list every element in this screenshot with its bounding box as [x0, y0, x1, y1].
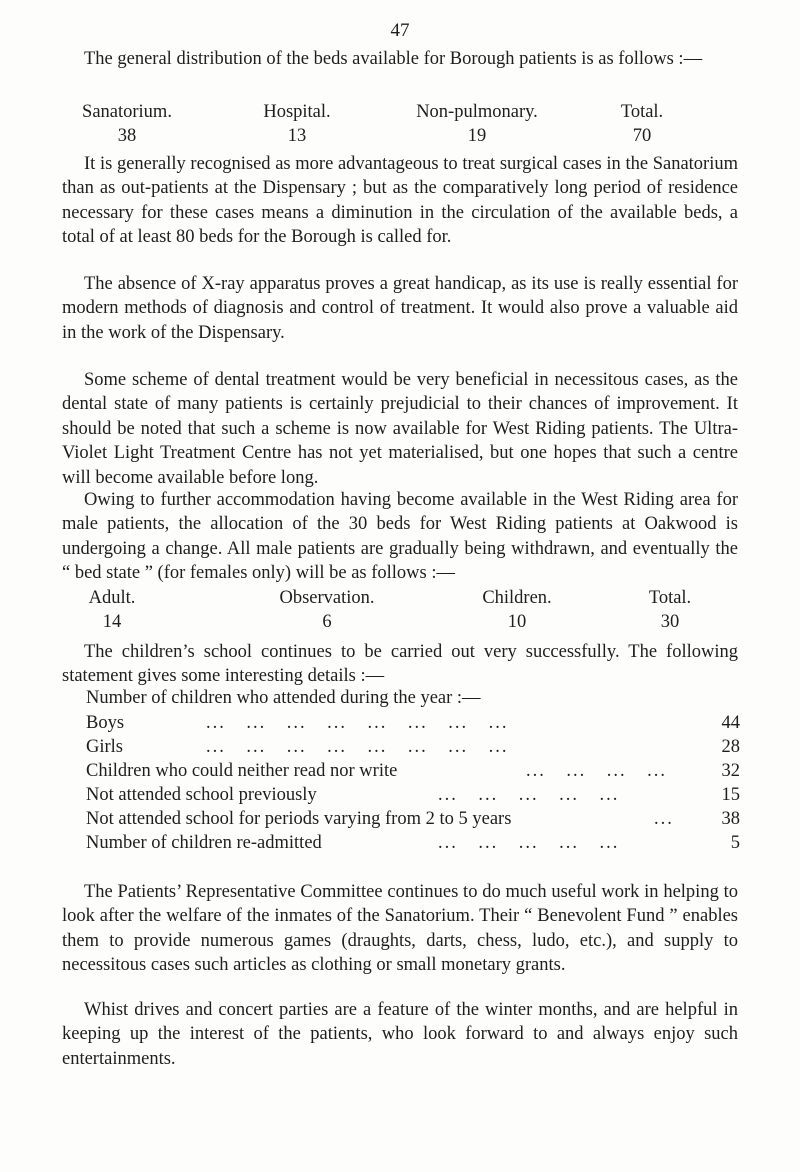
bed-state-header-observation: Observation.: [279, 588, 375, 608]
dot-leaders: ... ... ... ...: [526, 761, 667, 781]
dot-leaders: ... ... ... ... ... ... ... ...: [206, 713, 509, 733]
paragraph-text: The children’s school continues to be carried out very successfully. The following statement gives some interesting details :—: [62, 642, 738, 687]
paragraph-dental-treatment: [62, 368, 738, 490]
list-item: [86, 761, 740, 785]
paragraph-text: Owing to further accommodation having become available in the West Riding area for male patients, the allocation of the 30 beds for West Riding patients at Oakwood is undergoing a change. All male patients are gradually being withdrawn, and eventually the “ bed state ” (for females only) will be as follows :—: [62, 490, 738, 584]
beds-value-hospital: 13: [287, 126, 307, 146]
page-number: 47: [390, 20, 410, 41]
list-item: [86, 833, 740, 857]
bed-state-value-total: 30: [660, 612, 680, 632]
bed-state-value-observation: 6: [322, 612, 332, 632]
beds-table: [62, 102, 738, 152]
beds-value-total: 70: [632, 126, 652, 146]
beds-value-sanatorium: 38: [117, 126, 137, 146]
bed-state-header-adult: Adult.: [88, 588, 136, 608]
list-item-value: 5: [730, 833, 740, 853]
list-item-label: Children who could neither read nor write: [86, 761, 398, 781]
beds-header-sanatorium: Sanatorium.: [82, 102, 172, 122]
paragraph-entertainments: [62, 998, 738, 1071]
list-item: [86, 713, 740, 737]
bed-state-value-adult: 14: [102, 612, 122, 632]
list-item-label: Not attended school previously: [86, 785, 317, 805]
list-item-value: 38: [721, 809, 740, 829]
list-item-label: Boys: [86, 713, 125, 733]
dot-leaders: ...: [654, 809, 674, 829]
dot-leaders: ... ... ... ... ...: [438, 833, 620, 853]
bed-state-value-children: 10: [507, 612, 527, 632]
paragraph-text: Whist drives and concert parties are a feature of the winter months, and are helpful in keeping up the interest of the patients, who look forward to and always enjoy such entertainments.: [62, 1000, 738, 1069]
beds-value-non-pulmonary: 19: [467, 126, 487, 146]
paragraph-text: The Patients’ Representative Committee continues to do much useful work in helping to look after the welfare of the inmates of the Sanatorium. Their “ Benevolent Fund ” enables them to provide numerous games (draughts, darts, chess, ludo, etc.), and supply to necessitous cases such articles as clothing or small monetary grants.: [62, 882, 738, 976]
paragraph-text: It is generally recognised as more advantageous to treat surgical cases in the Sanatorium than as out-patients at the Dispensary ; but as the comparatively long period of residence necessary for these cases means a diminution in the circulation of the available beds, a total of at least 80 beds for the Borough is called for.: [62, 154, 738, 248]
list-item-value: 32: [721, 761, 740, 781]
paragraph-x-ray: [62, 272, 738, 345]
bed-state-table: [62, 588, 738, 638]
paragraph-text: Some scheme of dental treatment would be very beneficial in necessitous cases, as the dental state of many patients is certainly prejudicial to their chances of improvement. It should be noted that such a scheme is now available for West Riding patients. The Ultra-Violet Light Treatment Centre has not yet materialised, but one hopes that such a centre will become available before long.: [62, 370, 738, 488]
bed-state-header-total: Total.: [648, 588, 692, 608]
beds-header-hospital: Hospital.: [263, 102, 331, 122]
paragraph-surgical-cases: [62, 152, 738, 250]
paragraph-patients-committee: [62, 880, 738, 978]
list-item: [86, 809, 740, 833]
list-item-value: 15: [721, 785, 740, 805]
paragraph-west-riding: [62, 488, 738, 586]
paragraph-childrens-school: [62, 640, 738, 689]
list-item-label: Girls: [86, 737, 123, 757]
list-item-label: Number of children re-admitted: [86, 833, 322, 853]
paragraph-text: The general distribution of the beds available for Borough patients is as follows :—: [84, 49, 703, 69]
list-item-label: Not attended school for periods varying from 2 to 5 years: [86, 809, 512, 829]
beds-header-total: Total.: [620, 102, 664, 122]
list-item-value: 44: [721, 713, 740, 733]
bed-state-header-children: Children.: [482, 588, 552, 608]
children-statistics-list: [86, 713, 740, 863]
paragraph-bed-distribution: [62, 47, 738, 71]
dot-leaders: ... ... ... ... ... ... ... ...: [206, 737, 509, 757]
children-list-heading: Number of children who attended during the year :—: [86, 688, 481, 708]
list-item-value: 28: [721, 737, 740, 757]
beds-header-non-pulmonary: Non-pulmonary.: [416, 102, 538, 122]
dot-leaders: ... ... ... ... ...: [438, 785, 620, 805]
paragraph-text: The absence of X-ray apparatus proves a great handicap, as its use is really essential for modern methods of diagnosis and control of treatment. It would also prove a valuable aid in the work of the Dispensary.: [62, 274, 738, 343]
list-item: [86, 737, 740, 761]
list-item: [86, 785, 740, 809]
